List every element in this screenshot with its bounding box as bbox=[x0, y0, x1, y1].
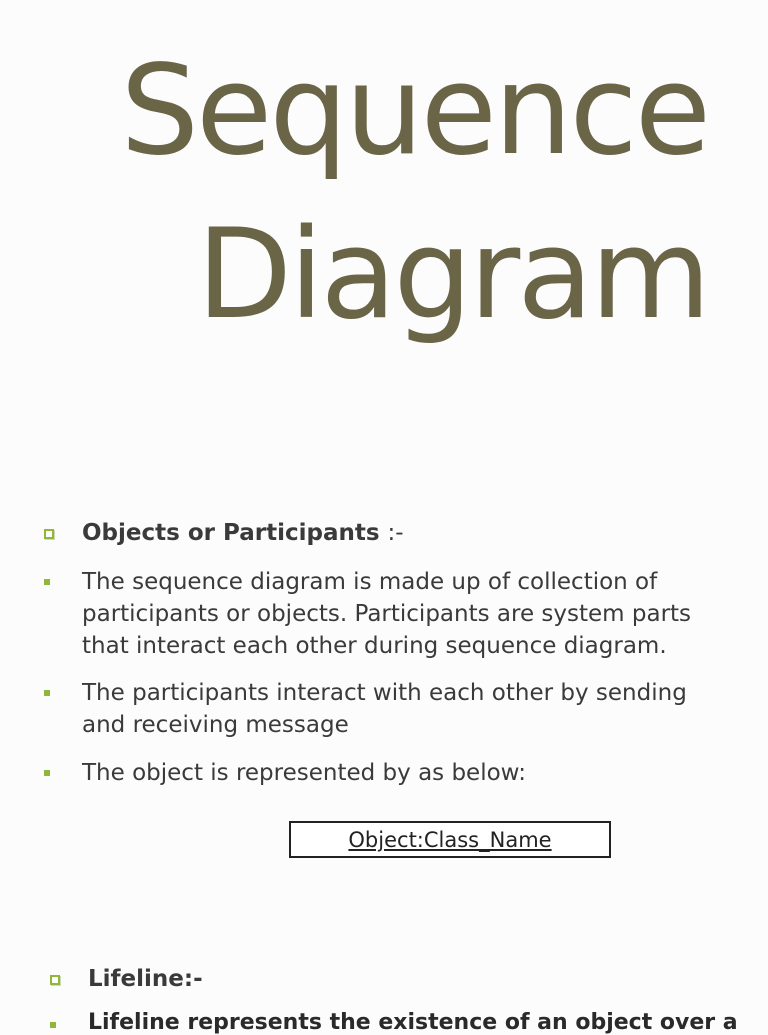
bullet-icon bbox=[44, 579, 50, 585]
bullet-icon bbox=[50, 1022, 56, 1028]
section-heading-suffix: :- bbox=[387, 520, 404, 546]
bullet-item bbox=[82, 566, 732, 662]
square-bullet-icon bbox=[50, 975, 60, 985]
object-notation-box bbox=[289, 821, 611, 858]
section-heading-text: Lifeline:- bbox=[88, 966, 203, 992]
bullet-icon bbox=[44, 770, 50, 776]
slide-title-line-2: Diagram bbox=[196, 203, 708, 347]
bullet-icon bbox=[44, 690, 50, 696]
bullet-item bbox=[82, 677, 732, 741]
partial-bullet-text: Lifeline represents the existence of an object over a bbox=[88, 1010, 738, 1035]
section-heading-text: Objects or Participants bbox=[82, 520, 380, 546]
section-heading-lifeline bbox=[88, 966, 203, 992]
bullet-text: The object is represented by as below: bbox=[82, 760, 526, 786]
section-heading-objects bbox=[82, 520, 404, 546]
bullet-text: The sequence diagram is made up of collection of participants or objects. Participants are system parts that interact each other during sequence diagram. bbox=[82, 569, 692, 659]
square-bullet-icon bbox=[44, 529, 54, 539]
object-class-name-label: Object:Class_Name bbox=[348, 827, 552, 852]
slide-title-line-1: Sequence bbox=[120, 39, 708, 183]
bullet-item bbox=[82, 757, 732, 789]
bullet-text: The participants interact with each other by sending and receiving message bbox=[82, 680, 687, 738]
